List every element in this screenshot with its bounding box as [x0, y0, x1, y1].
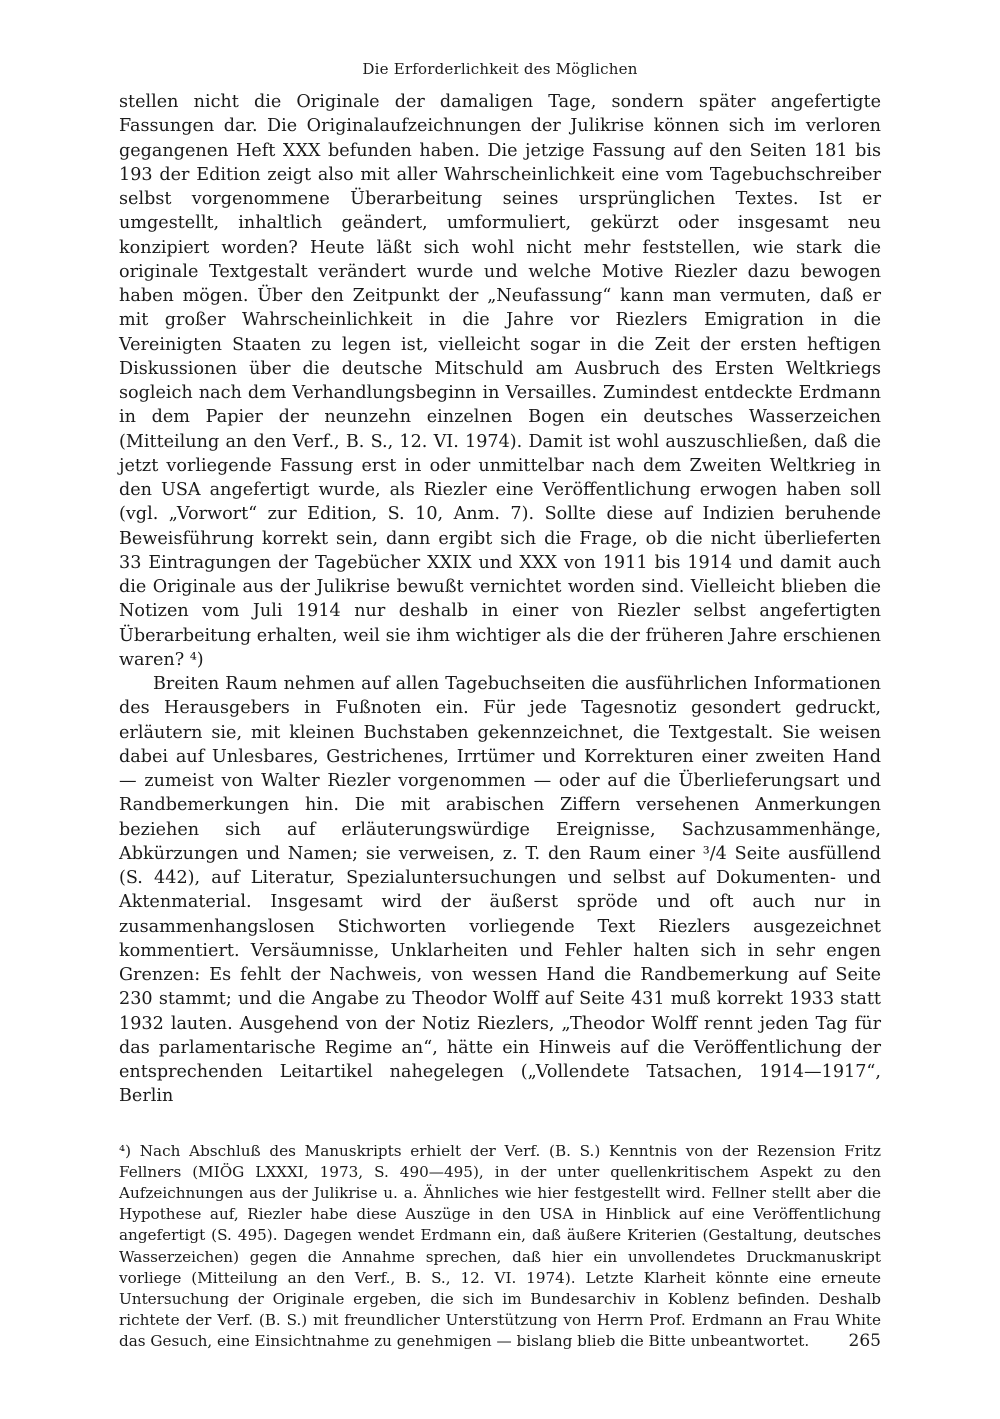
- page-number: 265: [848, 1331, 881, 1351]
- running-head: Die Erforderlichkeit des Möglichen: [362, 60, 638, 78]
- footnotes: [119, 1141, 881, 1353]
- body-text: [119, 90, 881, 1109]
- footnote-4: ⁴) Nach Abschluß des Manuskripts erhielt der Verf. (B. S.) Kenntnis von der Rezension Fritz Fellners (MIÖG LXXXI, 1973, S. 490—495), in der unter quellenkritischem Aspekt zu den Aufzeichnungen aus der Julikrise u. a. Ähnliches wie hier festgestellt wird. Fellner stellt aber die Hypothese auf, Riezler habe diese Auszüge in den USA in Hinblick auf eine Veröffentlichung angefertigt (S. 495). Dagegen wendet Erdmann ein, daß äußere Kriterien (Gestaltung, deutsches Wasserzeichen) gegen die Annahme sprechen, daß hier ein unvollendetes Druckmanuskript vorliege (Mitteilung an den Verf., B. S., 12. VI. 1974). Letzte Klarheit könnte eine erneute Untersuchung der Originale ergeben, die sich im Bundesarchiv in Koblenz befinden. Deshalb richtete der Verf. (B. S.) mit freundlicher Unterstützung von Herrn Prof. Erdmann an Frau White das Gesuch, eine Einsichtnahme zu genehmigen — bislang blieb die Bitte unbeantwortet.: [119, 1141, 881, 1351]
- page: [119, 60, 881, 1353]
- paragraph-1: stellen nicht die Originale der damaligen Tage, sondern später angefertigte Fassungen dar. Die Originalaufzeichnungen der Julikrise können sich im verloren gegangenen Heft XXX befunden haben. Die jetzige Fassung auf den Seiten 181 bis 193 der Edition zeigt also mit aller Wahrscheinlichkeit eine vom Tagebuchschreiber selbst vorgenommene Überarbeitung seines ursprünglichen Textes. Ist er umgestellt, inhaltlich geändert, umformuliert, gekürzt oder insgesamt neu konzipiert worden? Heute läßt sich wohl nicht mehr feststellen, wie stark die originale Textgestalt verändert wurde und welche Motive Riezler dazu bewogen haben mögen. Über den Zeitpunkt der „Neufassung“ kann man vermuten, daß er mit großer Wahrscheinlichkeit in die Jahre vor Riezlers Emigration in die Vereinigten Staaten zu legen ist, vielleicht sogar in die Zeit der ersten heftigen Diskussionen über die deutsche Mitschuld am Ausbruch des Ersten Weltkriegs sogleich nach dem Verhandlungsbeginn in Versailles. Zumindest entdeckte Erdmann in dem Papier der neunzehn einzelnen Bogen ein deutsches Wasserzeichen (Mitteilung an den Verf., B. S., 12. VI. 1974). Damit ist wohl auszuschließen, daß die jetzt vorliegende Fassung erst in oder unmittelbar nach dem Zweiten Weltkrieg in den USA angefertigt wurde, als Riezler eine Veröffentlichung erwogen haben soll (vgl. „Vorwort“ zur Edition, S. 10, Anm. 7). Sollte diese auf Indizien beruhende Beweisführung korrekt sein, dann ergibt sich die Frage, ob die nicht überlieferten 33 Eintragungen der Tagebücher XXIX und XXX von 1911 bis 1914 und damit auch die Originale aus der Julikrise bewußt vernichtet worden sind. Vielleicht blieben die Notizen vom Juli 1914 nur deshalb in einer von Riezler selbst angefertigten Überarbeitung erhalten, weil sie ihm wichtiger als die der früheren Jahre erschienen waren? ⁴): [119, 92, 881, 670]
- paragraph-2: Breiten Raum nehmen auf allen Tagebuchseiten die ausführlichen Informationen des Herausgebers in Fußnoten ein. Für jede Tagesnotiz gesondert gedruckt, erläutern sie, mit kleinen Buchstaben gekennzeichnet, die Textgestalt. Sie weisen dabei auf Unlesbares, Gestrichenes, Irrtümer und Korrekturen einer zweiten Hand — zumeist von Walter Riezler vorgenommen — oder auf die Überlieferungsart und Randbemerkungen hin. Die mit arabischen Ziffern versehenen Anmerkungen beziehen sich auf erläuterungswürdige Ereignisse, Sachzusammenhänge, Abkürzungen und Namen; sie verweisen, z. T. den Raum einer ³/4 Seite ausfüllend (S. 442), auf Literatur, Spezialuntersuchungen und selbst auf Dokumenten- und Aktenmaterial. Insgesamt wird der äußerst spröde und oft auch nur in zusammenhangslosen Stichworten vorliegende Text Riezlers ausgezeichnet kommentiert. Versäumnisse, Unklarheiten und Fehler halten sich in sehr engen Grenzen: Es fehlt der Nachweis, von wessen Hand die Randbemerkung auf Seite 230 stammt; und die Angabe zu Theodor Wolff auf Seite 431 muß korrekt 1933 statt 1932 lauten. Ausgehend von der Notiz Riezlers, „Theodor Wolff rennt jeden Tag für das parlamentarische Regime an“, hätte ein Hinweis auf die Veröffentlichung der entsprechenden Leitartikel nahegelegen („Vollendete Tatsachen, 1914—1917“, Berlin: [119, 674, 881, 1107]
